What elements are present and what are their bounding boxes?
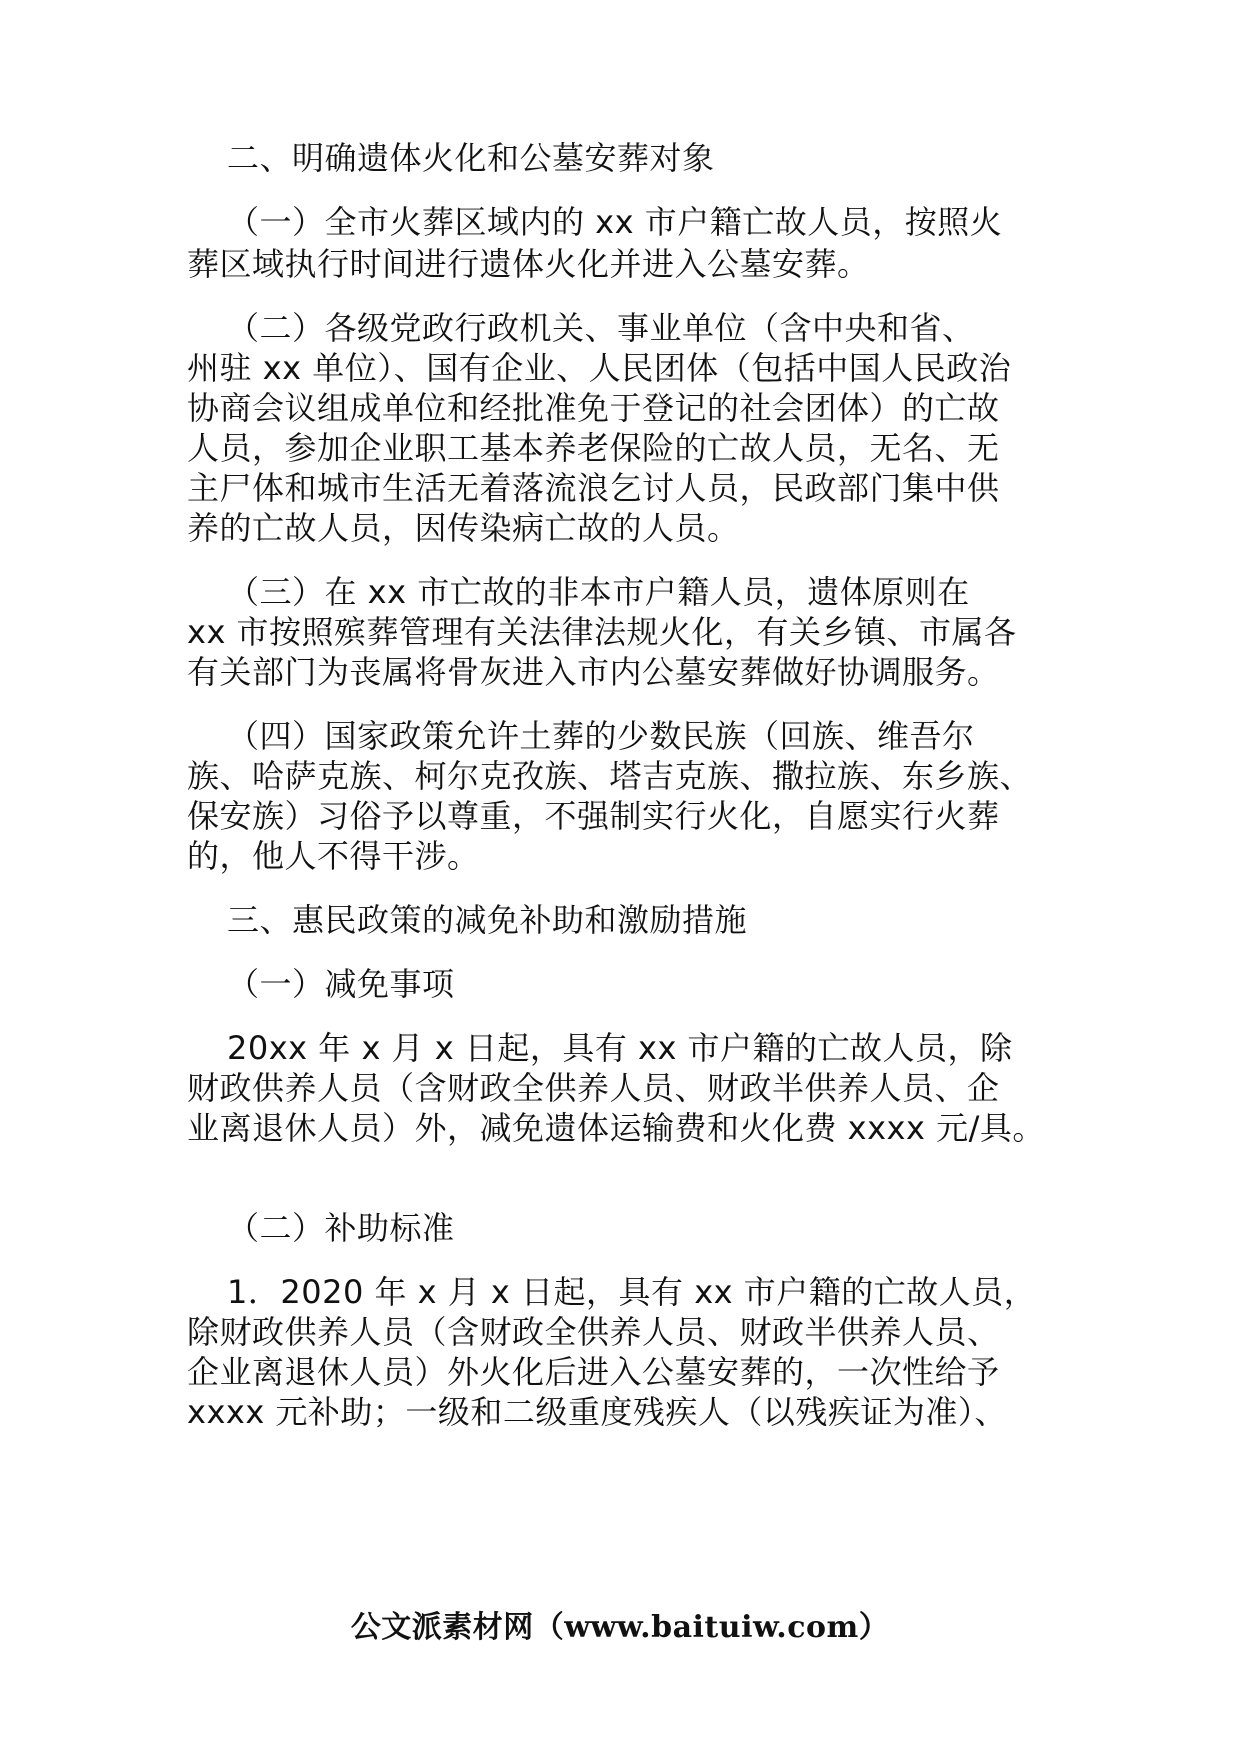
paragraph-line: 协商会议组成单位和经批准免于登记的社会团体）的亡故 [187,389,1000,427]
paragraph-line: 1．2020 年 x 月 x 日起，具有 xx 市户籍的亡故人员， [227,1273,1037,1311]
paragraph-line: 保安族）习俗予以尊重，不强制实行火化，自愿实行火葬 [187,797,1000,835]
paragraph-line: 州驻 xx 单位）、国有企业、人民团体（包括中国人民政治 [187,349,1012,387]
paragraph-line: （二）各级党政行政机关、事业单位（含中央和省、 [227,309,975,347]
paragraph-line: 企业离退休人员）外火化后进入公墓安葬的，一次性给予 [187,1353,1000,1391]
paragraph-line: 的，他人不得干涉。 [187,837,480,875]
paragraph-line: 养的亡故人员，因传染病亡故的人员。 [187,509,740,547]
paragraph-line: 葬区域执行时间进行遗体火化并进入公墓安葬。 [187,245,870,283]
paragraph-line: 人员，参加企业职工基本养老保险的亡故人员，无名、无 [187,429,1000,467]
subsection-heading: （二）补助标准 [227,1209,455,1247]
paragraph-line: 20xx 年 x 月 x 日起，具有 xx 市户籍的亡故人员，除 [227,1029,1013,1067]
paragraph-line: xxxx 元补助；一级和二级重度残疾人（以残疾证为准）、 [187,1393,1007,1431]
paragraph-line: 业离退休人员）外，减免遗体运输费和火化费 xxxx 元/具。 [187,1109,1045,1147]
paragraph-line: （四）国家政策允许土葬的少数民族（回族、维吾尔 [227,717,975,755]
section-heading: 二、明确遗体火化和公墓安葬对象 [227,139,715,177]
paragraph-line: 有关部门为丧属将骨灰进入市内公墓安葬做好协调服务。 [187,653,1000,691]
section-heading: 三、惠民政策的减免补助和激励措施 [227,901,748,939]
paragraph-line: xx 市按照殡葬管理有关法律法规火化，有关乡镇、市属各 [187,613,1017,651]
paragraph-line: 财政供养人员（含财政全供养人员、财政半供养人员、企 [187,1069,1000,1107]
subsection-heading: （一）减免事项 [227,965,455,1003]
paragraph-line: 除财政供养人员（含财政全供养人员、财政半供养人员、 [187,1313,1000,1351]
footer-watermark: 公文派素材网（www.baituiw.com） [350,1610,890,1645]
paragraph-line: 族、哈萨克族、柯尔克孜族、塔吉克族、撒拉族、东乡族、 [187,757,1033,795]
paragraph-line: （三）在 xx 市亡故的非本市户籍人员，遗体原则在 [227,573,970,611]
paragraph-line: （一）全市火葬区域内的 xx 市户籍亡故人员，按照火 [227,203,1003,241]
paragraph-line: 主尸体和城市生活无着落流浪乞讨人员，民政部门集中供 [187,469,1000,507]
